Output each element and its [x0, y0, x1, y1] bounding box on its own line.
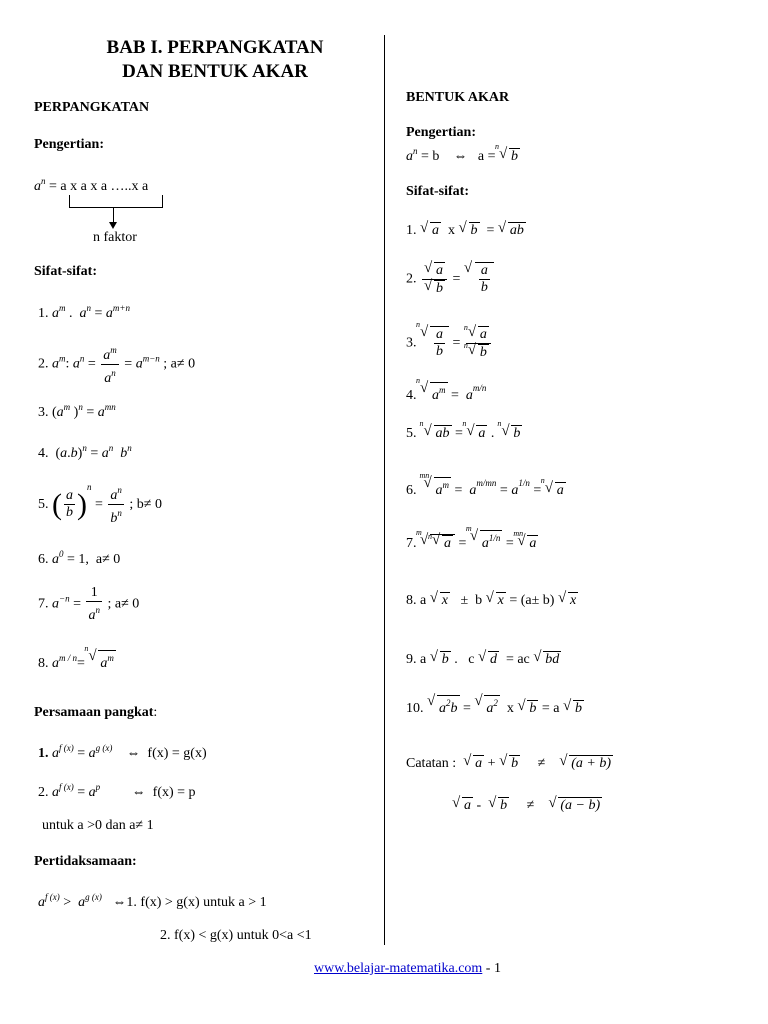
catatan-line-2: √ a - √ b ≠ √ (a − b)	[452, 797, 602, 814]
heading-perpangkatan: PERPANGKATAN	[34, 100, 150, 115]
root-rule-5: 5. √ n ab = √ n a . √ n b	[406, 425, 522, 442]
pertidaksamaan-1: $a^{f (x)} > a^{g (x)}$ ⇔1. f(x) > g(x) untuk a > 1	[38, 892, 267, 910]
heading-pengertian-left: Pengertian:	[34, 137, 104, 152]
root-rule-10: 10. √ $a^2b$ = √ $a^2$ x √ b = a √ b	[406, 695, 584, 717]
rule-4: 4. $(a.b)^n = a^n$ $b^n$	[38, 443, 132, 461]
rule-6: 6. $a^0 = 1$, a≠ 0	[38, 549, 121, 567]
arrow-line	[113, 207, 114, 223]
definition-rhs: = a x a x a …..x a	[49, 179, 149, 194]
heading-sifat-right: Sifat-sifat:	[406, 184, 469, 199]
rule-5: 5. ( $\frac{a}{b}$ )$^n$ = $\frac{a^n}{b^n}$ ; b≠ 0	[38, 482, 162, 527]
definition-formula: $a^n = a$ x a x a …..x a	[34, 176, 149, 194]
heading-sifat-left: Sifat-sifat:	[34, 264, 97, 279]
heading-pengertian-right: Pengertian:	[406, 125, 476, 140]
footer-link[interactable]: www.belajar-matematika.com	[314, 961, 483, 976]
heading-bentuk-akar: BENTUK AKAR	[406, 90, 510, 105]
rule-7: 7. $a^{-n}$ = $\frac{1}{a^n}$ ; a≠ 0	[38, 585, 140, 623]
heading-persamaan: Persamaan pangkat:	[34, 705, 158, 720]
title-line-1: BAB I. PERPANGKATAN	[106, 37, 324, 58]
rule-1: 1. $a^m$ . $a^n = a^{m+n}$	[38, 303, 130, 321]
catatan-line-1: Catatan : √ a + √ b ≠ √ (a + b)	[406, 755, 613, 772]
root-definition: $a^n = b$ ⇔ a = √ n b	[406, 146, 520, 165]
root-rule-4: 4. √ n $a^m = a^{m/n}$	[406, 382, 486, 404]
column-divider	[384, 35, 385, 945]
root-rule-3: 3. √ n $\frac{a}{b}$ = √ n a √ n b	[406, 326, 493, 361]
root-rule-1: 1. √ a x √ b = √ ab	[406, 222, 526, 239]
title-line-2: DAN BENTUK AKAR	[122, 61, 308, 82]
pertidaksamaan-2: 2. f(x) < g(x) untuk 0<a <1	[160, 928, 312, 943]
rule-8: 8. $a^{m / n}=$ √ n $a^m$	[38, 650, 116, 672]
heading-pertidaksamaan: Pertidaksamaan:	[34, 854, 137, 869]
root-rule-7: 7. √ m √ n a = √ m $a^{1/n}$ = √ mn a	[406, 530, 538, 552]
footer	[314, 961, 501, 977]
root-rule-6: 6. √ mn $a^m = a^{m/mn} = a^{1/n}$ = √ n a	[406, 477, 566, 499]
rule-2: 2. $a^m$: $a^n$ = $\frac{a^m}{a^n}$ = $a^{m-n}$ ; a≠ 0	[38, 342, 195, 387]
root-rule-8: 8. a √ x ± b √ x = (a± b) √ x	[406, 592, 578, 609]
root-rule-2: 2. √ a √ b = √ $\frac{a}{b}$	[406, 262, 494, 297]
page-number: - 1	[482, 961, 501, 976]
persamaan-condition: untuk a >0 dan a≠ 1	[42, 818, 154, 833]
persamaan-2: 2. $a^{f (x)} = a^p$ ⇔ f(x) = p	[38, 782, 196, 800]
root-rule-9: 9. a √ b . c √ d = ac √ bd	[406, 651, 561, 668]
definition-brace	[69, 195, 163, 208]
arrow-down-icon	[109, 222, 117, 229]
n-faktor-label: n faktor	[93, 230, 137, 245]
rule-3: 3. ($a^m$ )$^n = a^{mn}$	[38, 402, 116, 420]
persamaan-1: 1. $a^{f (x)} = a^{g (x)}$ ⇔ f(x) = g(x)	[38, 743, 207, 761]
